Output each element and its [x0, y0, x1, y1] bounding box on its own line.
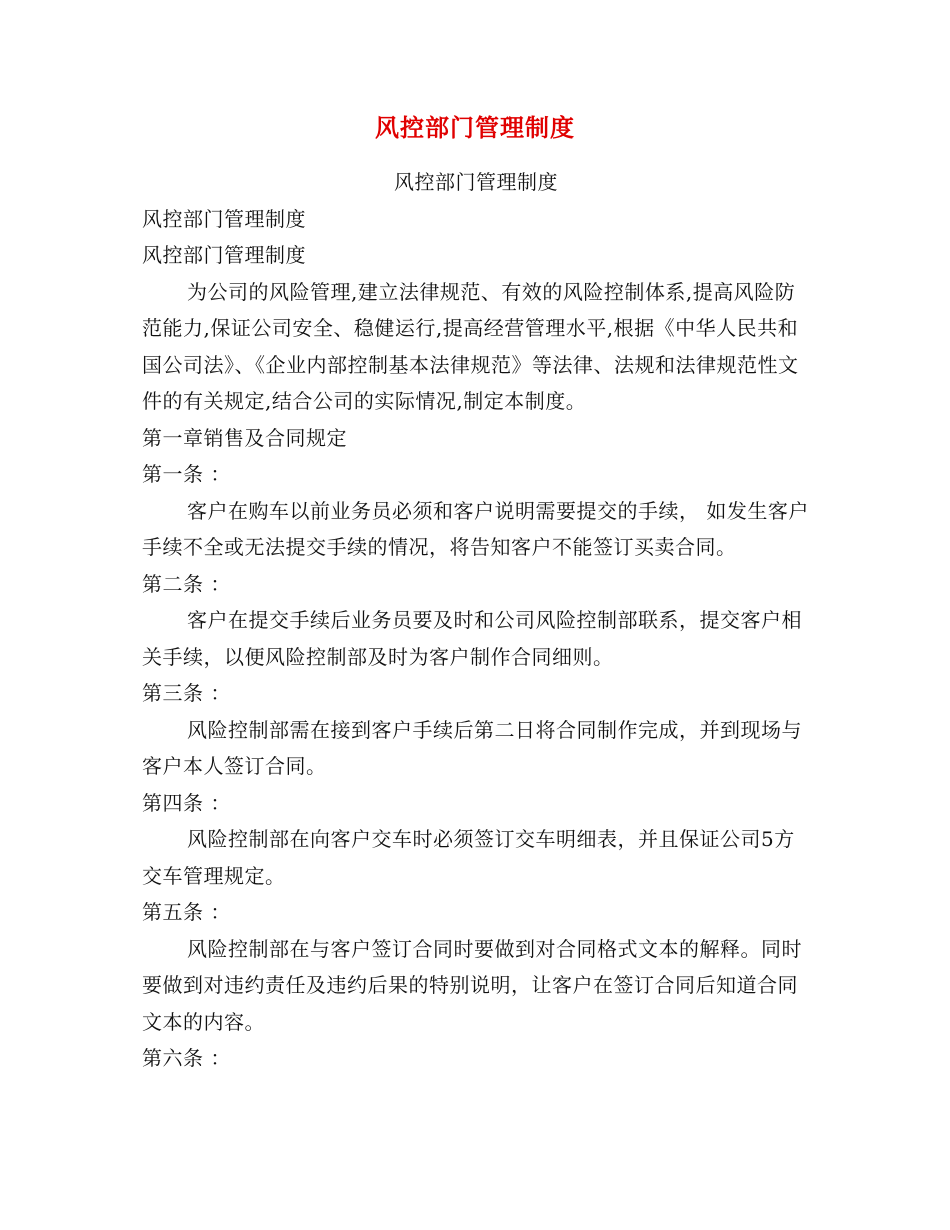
- article-heading-4: 第四条 ：: [142, 790, 231, 815]
- article-heading-1: 第一条 ：: [142, 462, 231, 486]
- article-heading-5: 第五条 ：: [142, 900, 231, 924]
- paragraph-heading-1: 风控部门管理制度: [142, 206, 306, 231]
- article-heading-6: 第六条 ：: [142, 1046, 231, 1070]
- article-body-3: 风险控制部需在接到客户手续后第二日将合同制作完成，并到现场与客户本人签订合同。: [142, 717, 802, 778]
- article-heading-3: 第三条 ：: [142, 681, 231, 705]
- document-subtitle: 风控部门管理制度: [394, 170, 558, 194]
- article-heading-2: 第二条 ：: [142, 571, 231, 596]
- paragraph-preamble: 为公司的风险管理,建立法律规范、有效的风险控制体系,提高风险防范能力,保证公司安全、稳健运行,提高经营管理水平,根据《中华人民共和国公司法》、《企业内部控制基本法律规范》等法律、法规和法律规范性文件的有关规定,结合公司的实际情况,制定本制度。: [142, 279, 799, 413]
- article-body-2: 客户在提交手续后业务员要及时和公司风险控制部联系，提交客户相关手续，以便风险控制部及时为客户制作合同细则。: [142, 608, 802, 669]
- article-body-5: 风险控制部在与客户签订合同时要做到对合同格式文本的解释。同时要做到对违约责任及违约后果的特别说明，让客户在签订合同后知道合同文本的内容。: [142, 936, 802, 1034]
- paragraph-heading-2: 风控部门管理制度: [142, 243, 306, 267]
- document-body: [142, 164, 810, 1077]
- article-body-1: 客户在购车以前业务员必须和客户说明需要提交的手续， 如发生客户手续不全或无法提交手续的情况，将告知客户不能签订买卖合同。: [142, 498, 809, 559]
- chapter-heading: 第一章销售及合同规定: [142, 425, 347, 450]
- article-body-4: 风险控制部在向客户交车时必须签订交车明细表，并且保证公司5方交车管理规定。: [142, 827, 795, 888]
- document-title: 风控部门管理制度: [375, 113, 575, 142]
